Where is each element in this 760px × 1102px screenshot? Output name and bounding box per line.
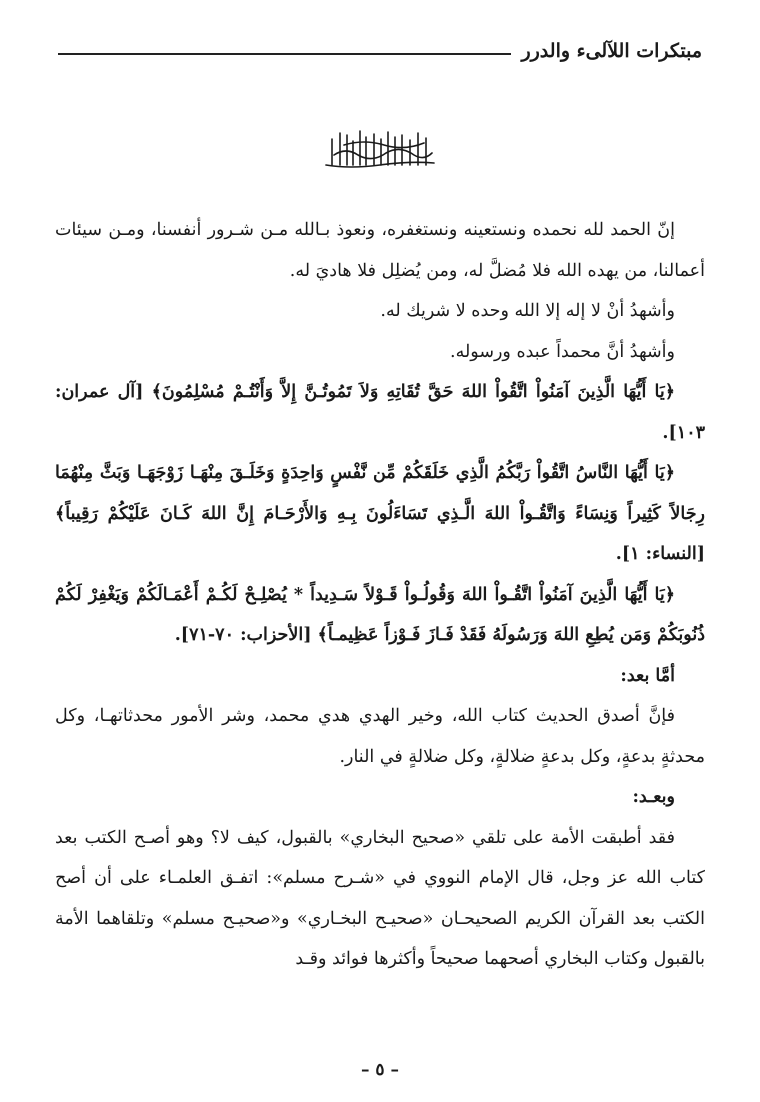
hadith-paragraph: فإنَّ أصدق الحديث كتاب الله، وخير الهدي هدي محمد، وشر الأمور محدثاتهـا، وكل محدثةٍ بدعةٍ، وكل بدعةٍ ضلالةٍ، وكل ضلالةٍ في النار.: [55, 706, 705, 767]
testimony-oneness: وأشهدُ أنْ لا إله إلا الله وحده لا شريك له.: [380, 301, 675, 321]
header-rule: [58, 53, 511, 55]
page-body: [55, 210, 705, 980]
wa-bad-heading: وبعـد:: [632, 787, 675, 807]
quran-verse-al-ahzab: ﴿يَا أَيُّهَا الَّذِينَ آمَنُواْ اتَّقُـواْ اللهَ وَقُولُـواْ قَـوْلاً سَـدِيداً * يُصْلِـحْ لَكُـمْ أَعْمَـالَكُمْ وَيَغْفِرْ لَكُمْ ذُنُوبَكُمْ وَمَن يُطِعِ اللهَ وَرَسُولَهُ فَقَدْ فَـازَ فَـوْزاً عَظِيمـاً﴾ [الأحزاب: ٧٠-٧١].: [55, 584, 705, 645]
quran-verse-an-nisa: ﴿يَا أَيُّهَا النَّاسُ اتَّقُواْ رَبَّكُمُ الَّذِي خَلَقَكُمْ مِّن نَّفْسٍ وَاحِدَةٍ وَخَلَـقَ مِنْهَـا زَوْجَهَـا وَبَثَّ مِنْهُمَا رِجَالاً كَثِيراً وَنِسَاءً وَاتَّقُـواْ اللهَ الَّـذِي تَسَاءَلُونَ بِـهِ وَالأَرْحَـامَ إِنَّ اللهَ كَـانَ عَلَيْكُمْ رَقِيباً﴾ [النساء: ١].: [55, 463, 705, 564]
amma-bad-heading: أمَّا بعد:: [620, 665, 675, 686]
running-header: [58, 40, 702, 62]
basmala-calligraphy-icon: [320, 125, 440, 175]
bukhari-paragraph: فقد أطبقت الأمة على تلقي «صحيح البخاري» بالقبول، كيف لا؟ وهو أصـح الكتب بعد كتاب الله عز وجل، قال الإمام النووي في «شـرح مسلم»: اتفـق العلمـاء على أن أصح الكتب بعد القرآن الكريم الصحيحـان «صحيـح البخـاري» و«صحيـح مسلم» وتلقاهما الأمة بالقبول وكتاب البخاري أصحهما صحيحاً وأكثرها فوائد وقـد: [55, 827, 705, 969]
quran-verse-al-imran: ﴿يَا أَيُّهَا الَّذِينَ آمَنُواْ اتَّقُواْ اللهَ حَقَّ تُقَاتِهِ وَلاَ تَمُوتُـنَّ إِلاَّ وَأَنْتُـمْ مُسْلِمُونَ﴾ [آل عمران: ١٠٣].: [55, 382, 705, 443]
opening-praise: إنّ الحمد لله نحمده ونستعينه ونستغفره، ونعوذ بـالله مـن شـرور أنفسنا، ومـن سيئات أعمالنا، من يهده الله فلا مُضلَّ له، ومن يُضلِل فلا هاديَ له.: [55, 220, 705, 281]
basmala-calligraphy: [320, 125, 440, 175]
book-title: مبتكرات اللآلىء والدرر: [521, 40, 702, 62]
testimony-messenger: وأشهدُ أنَّ محمداً عبده ورسوله.: [450, 341, 675, 362]
page-number: – ٥ –: [361, 1060, 399, 1080]
